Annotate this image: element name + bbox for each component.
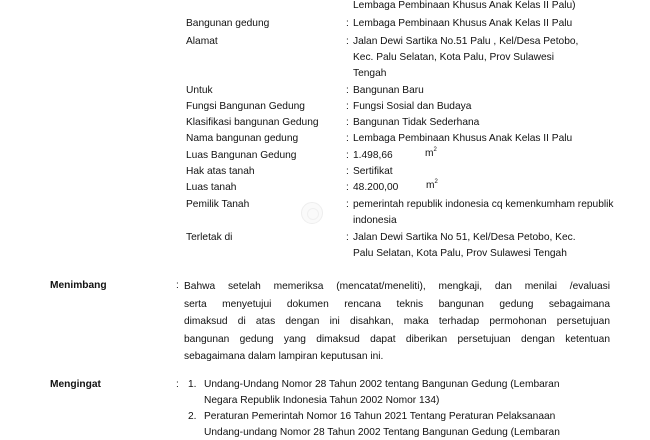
watermark-seal: [301, 202, 323, 224]
mengingat-item-number: 1.: [188, 379, 197, 390]
field-colon: :: [346, 199, 349, 210]
field-label-luas-tanah: Luas tanah: [186, 182, 237, 193]
field-colon: :: [346, 18, 349, 29]
field-colon: :: [346, 232, 349, 243]
field-label-klasifikasi: Klasifikasi bangunan Gedung: [186, 117, 319, 128]
field-label-bangunan-gedung: Bangunan gedung: [186, 18, 270, 29]
field-colon: :: [346, 36, 349, 47]
field-value-luas-tanah: 48.200,00: [353, 182, 399, 193]
menimbang-heading: Menimbang: [50, 280, 107, 291]
field-label-alamat: Alamat: [186, 36, 218, 47]
field-colon: :: [346, 182, 349, 193]
field-colon: :: [346, 101, 349, 112]
mengingat-item-2-line-1: Peraturan Pemerintah Nomor 16 Tahun 2021 Tentang Peraturan Pelaksanaan: [204, 411, 556, 422]
menimbang-line: dimaksud di atas dengan ini disahkan, maka terhadap permohonan persetujuan: [184, 316, 610, 327]
field-label-luas-bangunan: Luas Bangunan Gedung: [186, 150, 297, 161]
mengingat-item-2-line-2: Undang-undang Nomor 28 Tahun 2002 Tentang Bangunan Gedung (Lembaran: [204, 427, 560, 438]
mengingat-item-number: 2.: [188, 411, 197, 422]
field-value-untuk: Bangunan Baru: [353, 85, 424, 96]
field-colon: :: [346, 150, 349, 161]
field-value-hak-atas-tanah: Sertifikat: [353, 166, 393, 177]
field-value-alamat-line-2: Kec. Palu Selatan, Kota Palu, Prov Sulawesi: [353, 52, 555, 63]
mengingat-colon: :: [176, 379, 179, 390]
unit-luas-tanah: [426, 178, 438, 193]
field-value-terletak-line-2: Palu Selatan, Kota Palu, Prov Sulawesi Tengah: [353, 248, 567, 259]
menimbang-line: serta menyetujui dokumen rencana teknis bangunan gedung sebagaimana: [184, 298, 610, 310]
field-value-nama-bangunan: Lembaga Pembinaan Khusus Anak Kelas II Palu: [353, 133, 573, 144]
field-label-nama-bangunan: Nama bangunan gedung: [186, 133, 299, 144]
field-label-untuk: Untuk: [186, 85, 213, 96]
field-label-hak-atas-tanah: Hak atas tanah: [186, 166, 255, 177]
menimbang-line: Bahwa setelah memeriksa (mencatat/meneliti), mengkaji, dan menilai /evaluasi: [184, 281, 610, 292]
unit-exponent: 2: [433, 147, 437, 153]
field-value-alamat-line-1: Jalan Dewi Sartika No.51 Palu , Kel/Desa Petobo,: [353, 36, 579, 47]
field-value-alamat-line-3: Tengah: [353, 68, 387, 79]
field-colon: :: [346, 133, 349, 144]
field-value-luas-bangunan: 1.498,66: [353, 150, 393, 161]
menimbang-line: bangunan gedung yang dimaksud dapat diberikan persetujuan dengan ketentuan: [184, 333, 610, 345]
field-value-fungsi: Fungsi Sosial dan Budaya: [353, 101, 472, 112]
field-label-pemilik-tanah: Pemilik Tanah: [186, 199, 250, 210]
field-value-terletak-line-1: Jalan Dewi Sartika No 51, Kel/Desa Petobo, Kec.: [353, 232, 576, 243]
mengingat-heading: Mengingat: [50, 379, 101, 390]
field-value-pemilik-line-1: pemerintah republik indonesia cq kemenkumham republik: [353, 199, 614, 210]
menimbang-line: sebagaimana dalam lampiran keputusan ini.: [184, 351, 384, 362]
field-value-klasifikasi: Bangunan Tidak Sederhana: [353, 117, 480, 128]
field-label-fungsi: Fungsi Bangunan Gedung: [186, 101, 305, 112]
unit-letter: m: [425, 148, 434, 159]
field-colon: :: [346, 85, 349, 96]
unit-exponent: 2: [434, 179, 438, 185]
mengingat-item-1-line-2: Negara Republik Indonesia Tahun 2002 Nomor 134): [204, 395, 440, 406]
field-colon: :: [346, 117, 349, 128]
unit-luas-bangunan: [425, 146, 437, 161]
menimbang-paragraph: [184, 278, 610, 366]
mengingat-item-1-line-1: Undang-Undang Nomor 28 Tahun 2002 tentang Bangunan Gedung (Lembaran: [204, 379, 560, 390]
field-value-bangunan-gedung: Lembaga Pembinaan Khusus Anak Kelas II Palu: [353, 18, 573, 29]
field-label-terletak-di: Terletak di: [186, 232, 233, 243]
field-colon: :: [346, 166, 349, 177]
unit-letter: m: [426, 180, 435, 191]
field-value-pemilik-line-2: indonesia: [353, 215, 397, 226]
menimbang-colon: :: [176, 280, 179, 291]
field-0-value-line-1: Lembaga Pembinaan Khusus Anak Kelas II Palu): [353, 0, 576, 11]
